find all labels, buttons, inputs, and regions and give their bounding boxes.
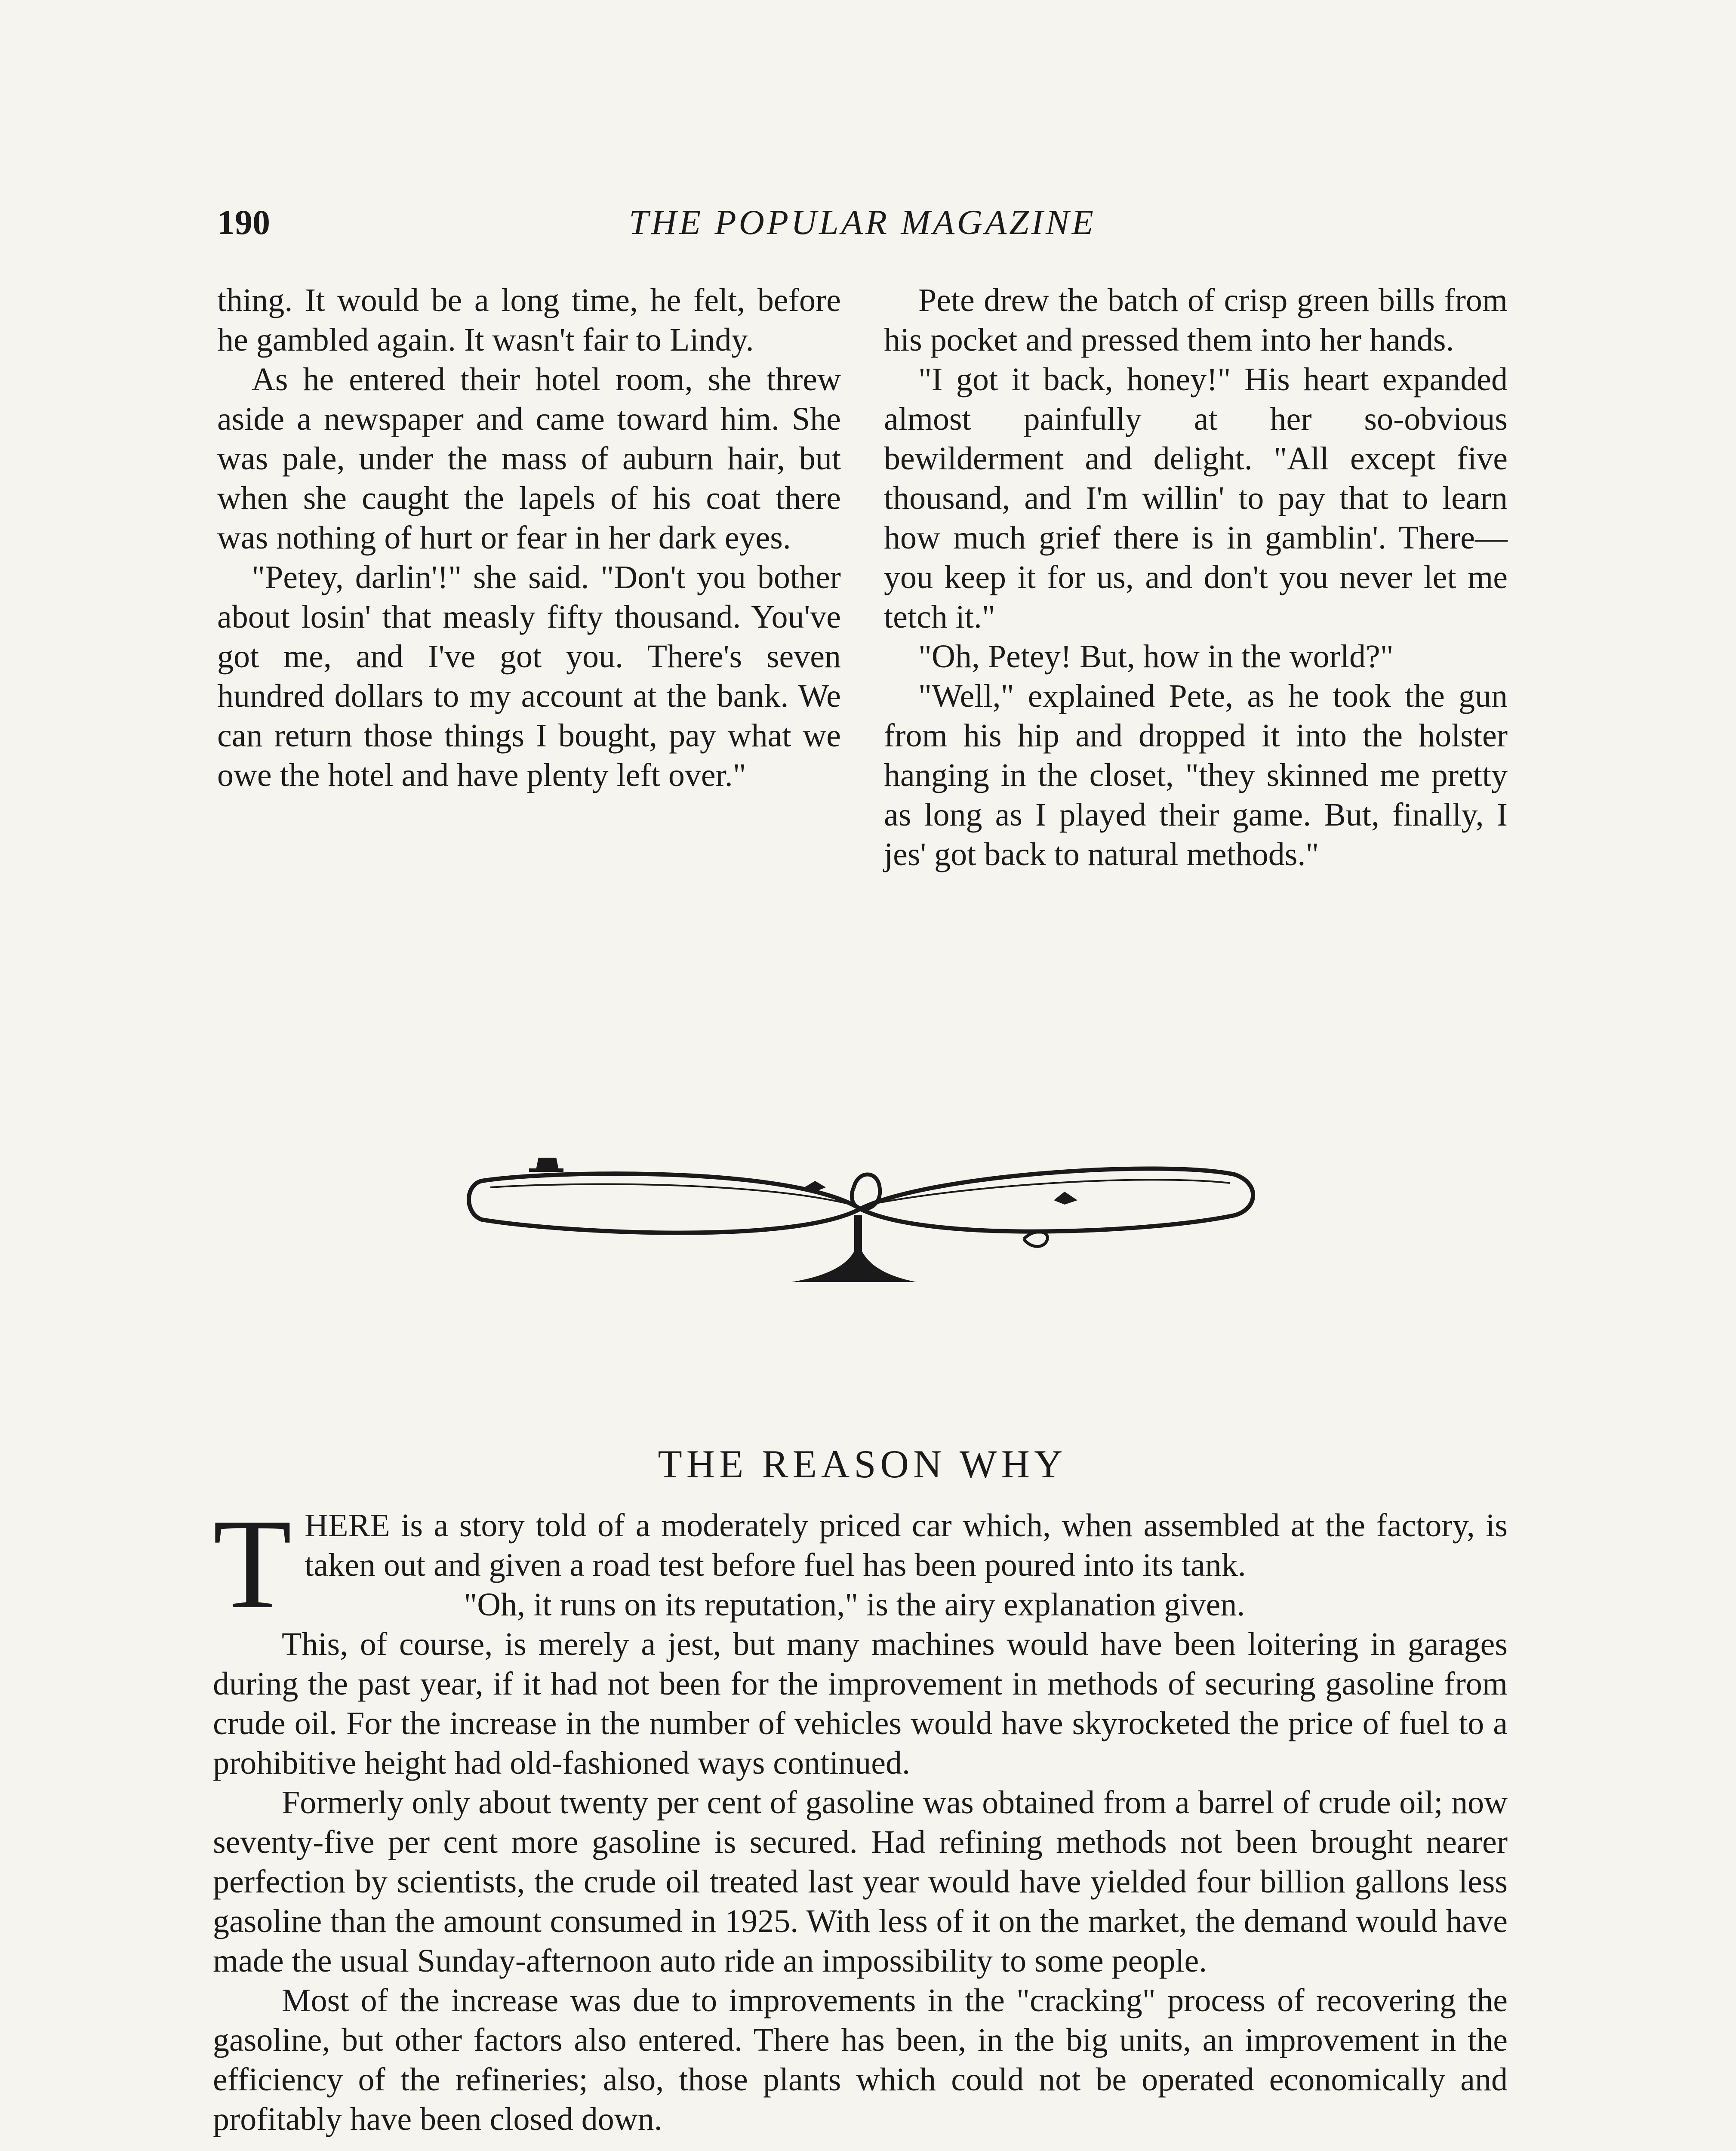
paragraph: Formerly only about twenty per cent of gasoline was obtained from a barrel of crude oil; now seventy-five per cent more gasoline is secured. Had refining methods not been brought nearer perfection by scientists, the crude oil treated last year would have yielded four billion gallons less gasoline than the amount consumed in 1925. With less of it on the market, the demand would have made the usual Sunday-afternoon auto ride an impossibility to some people. — [213, 1784, 1508, 1979]
page-number: 190 — [217, 203, 270, 242]
magazine-title: THE POPULAR MAGAZINE — [629, 203, 1096, 242]
paragraph: This, of course, is merely a jest, but many machines would have been loitering in garages during the past year, if it had not been for the improvement in methods of securing gasoline from crude oil. For the increase in the number of vehicles would have skyrocketed the price of fuel to a prohibitive height had old-fashioned ways continued. — [213, 1626, 1508, 1781]
paragraph: "Oh, Petey! But, how in the world?" — [918, 638, 1394, 675]
paragraph: Most of the increase was due to improvements in the "cracking" process of recovering the gasoline, but other factors also entered. There has been, in the big units, an improvement in the efficiency of the refineries; also, those plants which could not be operated economically and profitably have been closed down. — [213, 1982, 1508, 2137]
story-body — [213, 1492, 1508, 2139]
paragraph: thing. It would be a long time, he felt, before he gambled again. It wasn't fair to Lindy. — [217, 282, 841, 358]
paragraph: Pete drew the batch of crisp green bills from his pocket and pressed them into her hands. — [884, 282, 1508, 358]
paragraph: "I got it back, honey!" His heart expanded almost painfully at her so-obvious bewilderment and delight. "All except five thousand, and I'm willin' to pay that to learn how much grief there is in gamblin'. There—you keep it for us, and don't you never let me tetch it." — [884, 361, 1508, 635]
story-title: THE REASON WHY — [658, 1442, 1067, 1486]
paragraph: "Petey, darlin'!" she said. "Don't you bother about losin' that measly fifty thousand. You've got me, and I've got you. There's seven hundred dollars to my account at the bank. We can return those things I bought, pay what we owe the hotel and have plenty left over." — [217, 559, 841, 793]
right-column — [884, 280, 1508, 874]
running-head — [217, 202, 1508, 250]
paragraph: As he entered their hotel room, she threw aside a newspaper and came toward him. She was pale, under the mass of auburn hair, but when she caught the lapels of his coat there was nothing of hurt or fear in her dark eyes. — [217, 361, 841, 556]
lasso-figure-eight-ornament-icon — [465, 1140, 1256, 1295]
drop-cap: T — [213, 1492, 292, 1635]
story-quote: "Oh, it runs on its reputation," is the airy explanation given. — [464, 1587, 1245, 1623]
paragraph: "Well," explained Pete, as he took the gun from his hip and dropped it into the holster hanging in the closet, "they skinned me pretty as long as I played their game. But, finally, I jes' got back to natural methods." — [884, 678, 1508, 872]
left-column — [217, 280, 841, 795]
opening-text: HERE is a story told of a moderately priced car which, when assembled at the factory, is taken out and given a road test before fuel has been poured into its tank. — [305, 1507, 1508, 1583]
